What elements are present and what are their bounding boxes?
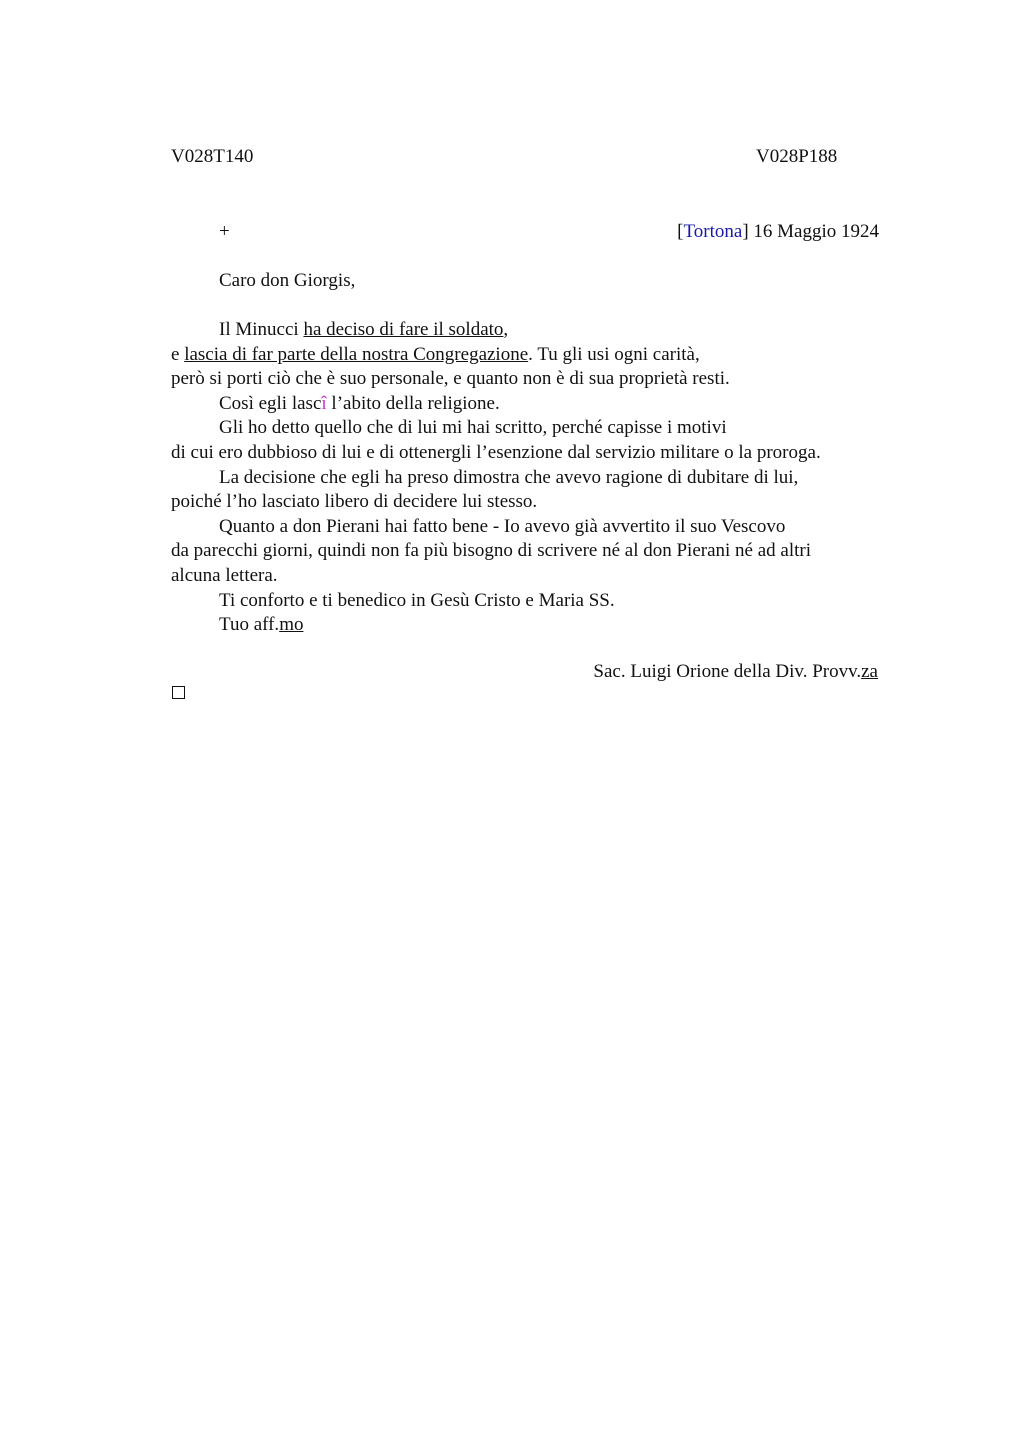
paragraph-1-line-1 (171, 318, 891, 343)
paragraph-1-line-3: però si porti ciò che è suo personale, e quanto non è di sua proprietà resti. (171, 368, 730, 390)
text-span: , (503, 319, 509, 340)
paragraph-5-line-3: alcuna lettera. (171, 564, 278, 586)
paragraph-3-line-1: Gli ho detto quello che di lui mi hai scritto, perché capisse i motivi (219, 417, 727, 439)
letter-body (171, 318, 891, 638)
date-bracket-close: ] (742, 221, 749, 242)
annotated-character: î (321, 392, 327, 414)
paragraph-5-line-2: da parecchi giorni, quindi non fa più bisogno di scrivere né al don Pierani né ad altri (171, 540, 812, 562)
document-code-right: V028P188 (756, 146, 838, 167)
paragraph-5-line-1: Quanto a don Pierani hai fatto bene - Io avevo già avvertito il suo Vescovo (219, 515, 786, 537)
text-span: . Tu gli usi ogni carità, (528, 343, 700, 365)
paragraph-1-line-2 (171, 343, 891, 368)
text-span: e (171, 343, 185, 365)
end-square-icon (172, 686, 185, 699)
text-span: Il Minucci (219, 319, 304, 340)
cross-symbol: + (219, 221, 230, 242)
document-code-left: V028T140 (171, 146, 254, 167)
text-span: Così egli lasc (219, 392, 322, 414)
paragraph-2 (171, 392, 891, 417)
paragraph-3-line-2: di cui ero dubbioso di lui e di ottenergli l’esenzione dal servizio militare o la proroga. (171, 441, 821, 463)
place-name: Tortona (683, 221, 743, 242)
underlined-text: mo (279, 614, 304, 636)
underlined-text: ha deciso di fare il soldato (303, 319, 504, 340)
salutation: Caro don Giorgis, (219, 270, 356, 291)
underlined-text: za (861, 661, 878, 682)
text-span: l’abito della religione. (326, 392, 500, 414)
underlined-text: lascia di far parte della nostra Congregazione (184, 343, 529, 365)
signature (593, 661, 878, 683)
paragraph-6: Ti conforto e ti benedico in Gesù Cristo e Maria SS. (219, 589, 615, 611)
date-text: 16 Maggio 1924 (748, 221, 879, 242)
date-bracket-open: [ (677, 221, 684, 242)
closing (171, 613, 891, 638)
paragraph-4-line-2: poiché l’ho lasciato libero di decidere lui stesso. (171, 491, 538, 513)
text-span: Tuo aff. (219, 614, 280, 636)
paragraph-4-line-1: La decisione che egli ha preso dimostra che avevo ragione di dubitare di lui, (219, 466, 799, 488)
text-span: Sac. Luigi Orione della Div. Provv. (593, 661, 862, 682)
dateline (677, 221, 879, 243)
